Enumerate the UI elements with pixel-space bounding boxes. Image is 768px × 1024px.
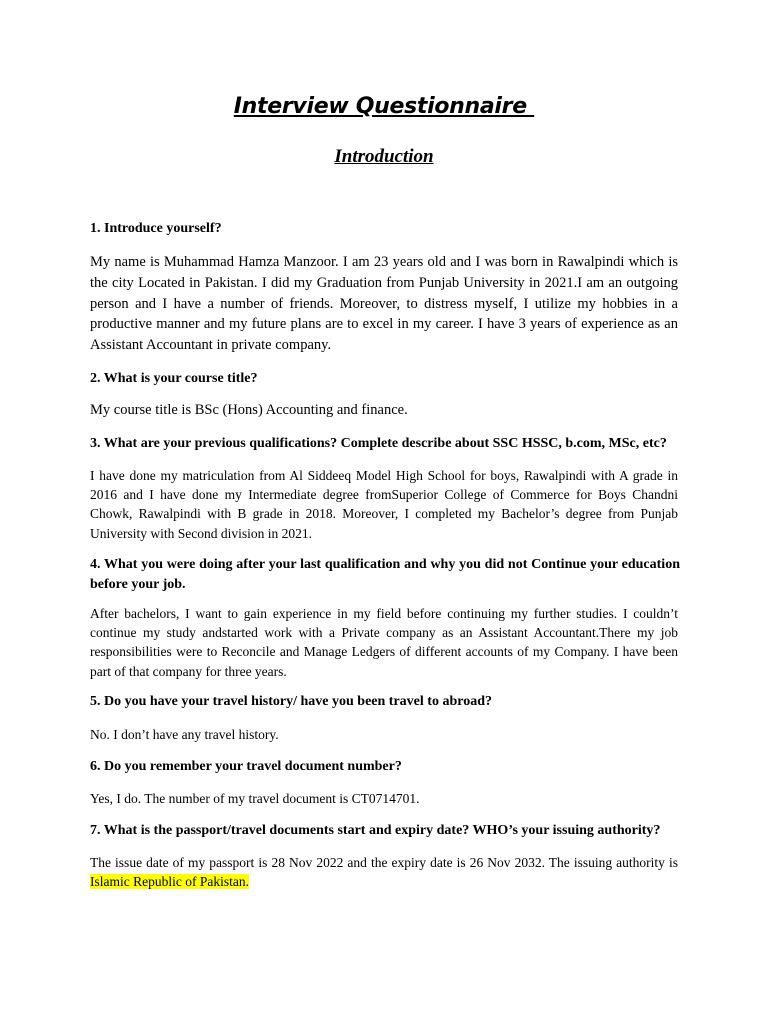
answer-6: Yes, I do. The number of my travel document is CT0714701. bbox=[90, 791, 420, 806]
question-7: 7. What is the passport/travel documents start and expiry date? WHO’s your issuing authority? bbox=[90, 823, 661, 838]
question-1: 1. Introduce yourself? bbox=[90, 221, 222, 236]
answer-2: My course title is BSc (Hons) Accounting and finance. bbox=[90, 402, 408, 418]
highlighted-issuing-authority: Islamic Republic of Pakistan. bbox=[90, 874, 249, 890]
answer-1: My name is Muhammad Hamza Manzoor. I am 23 years old and I was born in Rawalpindi which is the city Located in Pakistan. I did my Graduation from Punjab University in 2021.I am an outgoing person and I have a number of friends. Moreover, to distress myself, I utilize my hobbies in a productive manner and my future plans are to excel in my career. I have 3 years of experience as an Assistant Accountant in private company. bbox=[90, 254, 678, 354]
answer-4: After bachelors, I want to gain experience in my field before continuing my further studies. I couldn’t continue my study andstarted work with a Private company as an Assistant Accountant.There my job responsibilities were to Reconcile and Manage Ledgers of different accounts of my Company. I have been part of that company for three years. bbox=[90, 606, 678, 679]
question-5: 5. Do you have your travel history/ have you been travel to abroad? bbox=[90, 694, 492, 709]
question-3: 3. What are your previous qualifications? Complete describe about SSC HSSC, b.com, MSc, etc? bbox=[90, 436, 667, 451]
question-4: 4. What you were doing after your last qualification and why you did not Continue your education before your job. bbox=[90, 557, 680, 592]
page-title: Interview Questionnaire bbox=[233, 94, 535, 119]
question-6: 6. Do you remember your travel document number? bbox=[90, 759, 402, 774]
answer-5: No. I don’t have any travel history. bbox=[90, 727, 279, 742]
answer-7 bbox=[90, 853, 678, 891]
question-2: 2. What is your course title? bbox=[90, 371, 258, 386]
answer-3: I have done my matriculation from Al Siddeeq Model High School for boys, Rawalpindi with A grade in 2016 and I have done my Intermediate degree fromSuperior College of Commerce for Boys Chandni Chowk, Rawalpindi with B grade in 2018. Moreover, I completed my Bachelor’s degree from Punjab University with Second division in 2021. bbox=[90, 468, 678, 541]
section-heading-introduction: Introduction bbox=[334, 146, 434, 167]
answer-7-text: The issue date of my passport is 28 Nov 2022 and the expiry date is 26 Nov 2032. The issuing authority is bbox=[90, 855, 678, 870]
